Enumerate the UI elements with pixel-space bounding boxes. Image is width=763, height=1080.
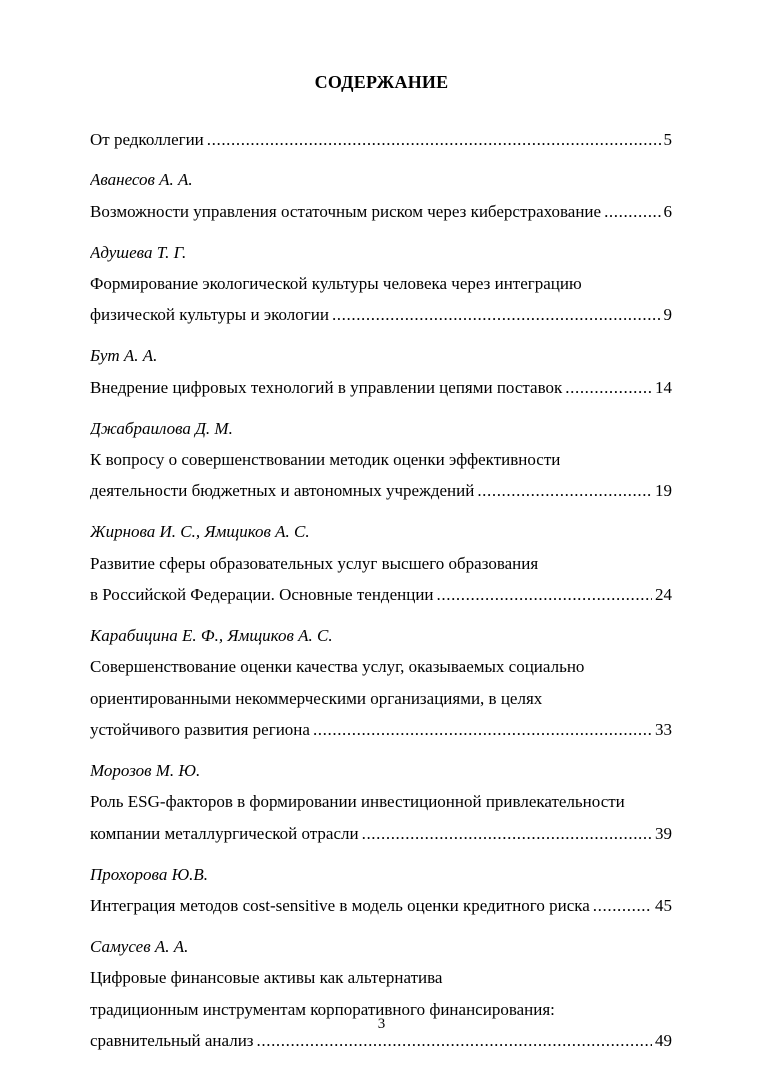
toc-entry <box>90 620 672 746</box>
dot-leader <box>604 196 660 227</box>
toc-entry-title-line: Формирование экологической культуры человека через интеграцию <box>90 274 582 294</box>
dot-leader <box>593 890 652 921</box>
toc-entry-title: деятельности бюджетных и автономных учреждений <box>90 481 475 501</box>
toc-author: Карабицина Е. Ф., Ямщиков А. С. <box>90 625 333 645</box>
toc-entry-title: Внедрение цифровых технологий в управлении цепями поставок <box>90 377 563 397</box>
toc-author: Адушева Т. Г. <box>90 242 187 262</box>
toc-entry <box>90 931 672 1057</box>
toc-author: Аванесов А. А. <box>90 170 193 190</box>
toc-entry-title-line: Развитие сферы образовательных услуг высшего образования <box>90 553 539 573</box>
toc-entry-title-line: К вопросу о совершенствовании методик оценки эффективности <box>90 450 561 470</box>
toc-author: Бут А. А. <box>90 346 158 366</box>
toc-author: Самусев А. А. <box>90 936 189 956</box>
table-of-contents <box>90 124 672 1057</box>
toc-entry-title: сравнительный анализ <box>90 1031 254 1051</box>
toc-entry <box>90 516 672 610</box>
dot-leader <box>437 579 652 610</box>
toc-entry-title-line: ориентированными некоммерческими организациями, в целях <box>90 688 543 708</box>
toc-entry <box>90 413 672 507</box>
toc-entry-title: устойчивого развития региона <box>90 720 310 740</box>
dot-leader <box>477 475 652 506</box>
toc-entry-title: От редколлегии <box>90 130 204 149</box>
toc-page-number: 33 <box>655 720 672 740</box>
dot-leader <box>207 124 661 155</box>
toc-entry-title: в Российской Федерации. Основные тенденции <box>90 585 434 605</box>
toc-entry-title-line: Совершенствование оценки качества услуг, оказываемых социально <box>90 657 585 677</box>
toc-entry <box>90 755 672 849</box>
toc-page-number: 45 <box>655 896 672 916</box>
toc-page-number: 6 <box>663 201 672 221</box>
toc-author: Морозов М. Ю. <box>90 761 201 781</box>
dot-leader <box>313 714 652 745</box>
toc-entry <box>90 859 672 922</box>
toc-page-number: 49 <box>655 1031 672 1051</box>
toc-entry-title-line: Цифровые финансовые активы как альтернатива <box>90 968 443 988</box>
dot-leader <box>565 372 652 403</box>
dot-leader <box>362 818 652 849</box>
dot-leader <box>332 299 661 330</box>
page-title: СОДЕРЖАНИЕ <box>314 72 449 92</box>
toc-page-number: 5 <box>663 130 672 149</box>
toc-page-number: 39 <box>655 823 672 843</box>
toc-entry-title: компании металлургической отрасли <box>90 823 359 843</box>
toc-page-number: 19 <box>655 481 672 501</box>
toc-entry-title: физической культуры и экологии <box>90 305 329 325</box>
toc-author: Джабраилова Д. М. <box>90 418 233 438</box>
toc-author: Жирнова И. С., Ямщиков А. С. <box>90 522 310 542</box>
toc-entry-intro <box>90 124 672 155</box>
toc-page-number: 24 <box>655 585 672 605</box>
toc-entry <box>90 340 672 403</box>
toc-entry-title: Возможности управления остаточным риском через киберстрахование <box>90 201 602 221</box>
toc-page-number: 14 <box>655 377 672 397</box>
toc-entry <box>90 237 672 331</box>
toc-entry-title-line: традиционным инструментам корпоративного финансирования: <box>90 999 555 1019</box>
toc-entry-title: Интеграция методов cost-sensitive в модель оценки кредитного риска <box>90 896 590 916</box>
page-number: 3 <box>377 1016 386 1032</box>
toc-entry <box>90 164 672 227</box>
toc-entry-title-line: Роль ESG-факторов в формировании инвестиционной привлекательности <box>90 792 625 812</box>
toc-author: Прохорова Ю.В. <box>90 864 209 884</box>
toc-page-number: 9 <box>663 305 672 325</box>
